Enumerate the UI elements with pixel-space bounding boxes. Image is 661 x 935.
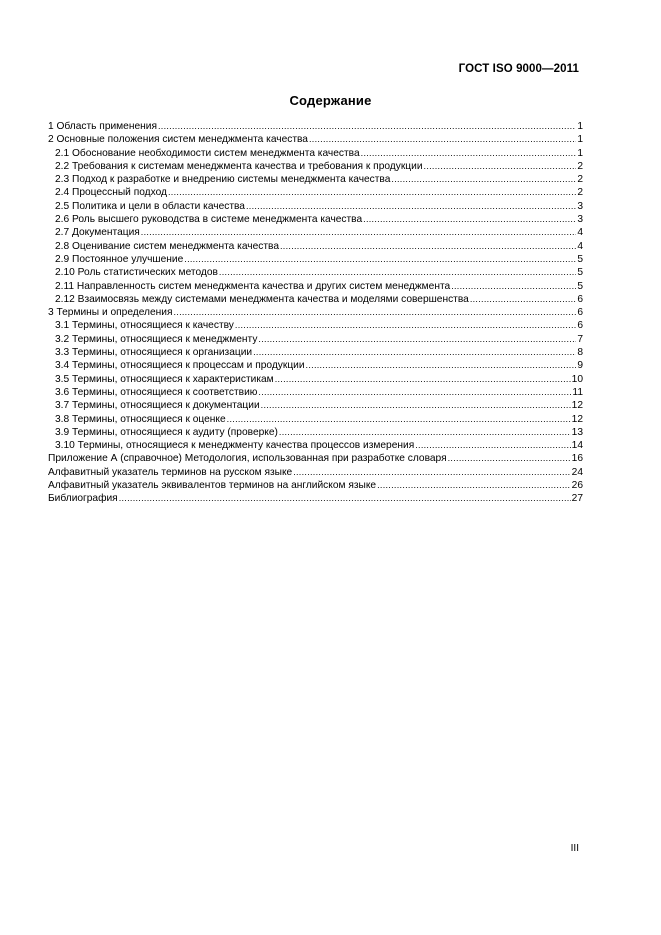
toc-entry[interactable] xyxy=(48,466,583,479)
toc-entry[interactable] xyxy=(48,160,583,173)
toc-entry-page: 4 xyxy=(577,227,583,239)
toc-entry[interactable] xyxy=(48,346,583,359)
toc-entry[interactable] xyxy=(48,373,583,386)
toc-entry-page: 16 xyxy=(571,453,583,465)
toc-entry-page: 6 xyxy=(577,320,583,332)
toc-entry-label: 2.4 Процессный подход xyxy=(55,187,167,199)
toc-dot-leader xyxy=(448,452,571,465)
toc-entry[interactable] xyxy=(48,333,583,346)
toc-dot-leader xyxy=(415,439,570,452)
toc-entry[interactable] xyxy=(48,399,583,412)
toc-entry-page: 5 xyxy=(577,267,583,279)
toc-dot-leader xyxy=(470,293,577,306)
toc-entry[interactable] xyxy=(48,213,583,226)
toc-dot-leader xyxy=(158,120,576,133)
toc-dot-leader xyxy=(391,173,576,186)
toc-title: Содержание xyxy=(289,93,372,108)
toc-dot-leader xyxy=(173,306,576,319)
toc-entry-page: 3 xyxy=(577,214,583,226)
toc-entry-label: 2.12 Взаимосвязь между системами менеджмента качества и моделями совершенства xyxy=(55,293,469,305)
toc-dot-leader xyxy=(279,426,571,439)
toc-dot-leader xyxy=(253,346,576,359)
toc-entry-label: 2.9 Постоянное улучшение xyxy=(55,253,184,265)
page-number: III xyxy=(570,843,579,854)
toc-dot-leader xyxy=(258,386,571,399)
toc-entry-page: 5 xyxy=(577,280,583,292)
toc-entry-page: 11 xyxy=(572,386,583,398)
toc-entry-page: 7 xyxy=(577,333,583,345)
toc-dot-leader xyxy=(275,373,571,386)
toc-dot-leader xyxy=(246,200,576,213)
toc-entry-label: 2.6 Роль высшего руководства в системе менеджмента качества xyxy=(55,214,363,226)
toc-dot-leader xyxy=(377,479,571,492)
document-code: ГОСТ ISO 9000—2011 xyxy=(458,63,579,75)
toc-entry[interactable] xyxy=(48,186,583,199)
toc-entry[interactable] xyxy=(48,266,583,279)
toc-entry-label: 3.9 Термины, относящиеся к аудиту (проверке) xyxy=(55,426,278,438)
toc-entry-page: 12 xyxy=(571,413,583,425)
toc-entry-page: 1 xyxy=(577,147,583,159)
toc-dot-leader xyxy=(361,147,577,160)
toc-entry-label: 2.2 Требования к системам менеджмента качества и требования к продукции xyxy=(55,160,423,172)
toc-entry[interactable] xyxy=(48,226,583,239)
toc-entry-page: 27 xyxy=(571,493,583,505)
toc-entry-page: 2 xyxy=(577,187,583,199)
toc-entry-label: 2.3 Подход к разработке и внедрению системы менеджмента качества xyxy=(55,174,391,186)
toc-dot-leader xyxy=(219,266,576,279)
toc-dot-leader xyxy=(424,160,577,173)
toc-entry-label: 2.5 Политика и цели в области качества xyxy=(55,200,245,212)
toc-entry-page: 13 xyxy=(571,426,583,438)
toc-entry-label: 3.1 Термины, относящиеся к качеству xyxy=(55,320,234,332)
toc-entry[interactable] xyxy=(48,439,583,452)
toc-entry-label: 3 Термины и определения xyxy=(48,307,173,319)
toc-entry-page: 1 xyxy=(577,134,583,146)
toc-entry-label: 1 Область применения xyxy=(48,121,157,132)
toc-entry[interactable] xyxy=(48,426,583,439)
toc-entry-page: 2 xyxy=(577,160,583,172)
toc-entry[interactable] xyxy=(48,479,583,492)
toc-dot-leader xyxy=(227,413,571,426)
toc-entry-label: 2.11 Направленность систем менеджмента качества и других систем менеджмента xyxy=(55,280,451,292)
toc-entry[interactable] xyxy=(48,359,583,372)
toc-entry-label: 2 Основные положения систем менеджмента качества xyxy=(48,134,308,146)
toc-entry-label: 3.5 Термины, относящиеся к характеристикам xyxy=(55,373,274,385)
toc-entry-page: 3 xyxy=(577,200,583,212)
toc-entry[interactable] xyxy=(48,319,583,332)
toc-dot-leader xyxy=(141,226,577,239)
toc-entry[interactable] xyxy=(48,452,583,465)
toc-entry[interactable] xyxy=(48,133,583,146)
toc-dot-leader xyxy=(184,253,576,266)
toc-entry-page: 5 xyxy=(577,253,583,265)
toc-entry-page: 6 xyxy=(577,307,583,319)
toc-entry[interactable] xyxy=(48,293,583,306)
toc-entry-page: 10 xyxy=(571,373,583,385)
toc-entry-page: 2 xyxy=(577,174,583,186)
toc-entry-label: 2.8 Оценивание систем менеджмента качества xyxy=(55,240,279,252)
toc-entry-label: 3.6 Термины, относящиеся к соответствию xyxy=(55,386,258,398)
toc-entry-page: 12 xyxy=(571,400,583,412)
toc-entry-label: 2.1 Обоснование необходимости систем менеджмента качества xyxy=(55,147,360,159)
toc-entry-label: Алфавитный указатель терминов на русском языке xyxy=(48,466,293,478)
toc-entry-label: 3.3 Термины, относящиеся к организации xyxy=(55,347,253,359)
toc-dot-leader xyxy=(280,240,576,253)
toc-entry-label: Библиография xyxy=(48,493,118,505)
toc-entry[interactable] xyxy=(48,253,583,266)
toc-entry-page: 14 xyxy=(571,440,583,452)
toc-dot-leader xyxy=(293,466,570,479)
toc-entry-label: 3.2 Термины, относящиеся к менеджменту xyxy=(55,333,258,345)
toc-entry[interactable] xyxy=(48,147,583,160)
toc-entry-page: 1 xyxy=(577,121,583,132)
toc-entry[interactable] xyxy=(48,173,583,186)
toc-entry[interactable] xyxy=(48,306,583,319)
toc-entry[interactable] xyxy=(48,386,583,399)
toc-entry[interactable] xyxy=(48,120,583,133)
toc-dot-leader xyxy=(119,492,571,505)
toc-dot-leader xyxy=(451,280,576,293)
toc-entry[interactable] xyxy=(48,492,583,505)
toc-entry-label: 2.7 Документация xyxy=(55,227,140,239)
toc-entry-label: 3.4 Термины, относящиеся к процессам и продукции xyxy=(55,360,305,372)
toc-entry-label: 3.8 Термины, относящиеся к оценке xyxy=(55,413,226,425)
toc-entry-page: 26 xyxy=(571,480,583,492)
toc-entry-label: 3.7 Термины, относящиеся к документации xyxy=(55,400,260,412)
toc-dot-leader xyxy=(363,213,576,226)
toc-entry-label: 2.10 Роль статистических методов xyxy=(55,267,218,279)
toc-entry-label: Алфавитный указатель эквивалентов терминов на английском языке xyxy=(48,480,377,492)
toc-dot-leader xyxy=(309,133,576,146)
toc-entry[interactable] xyxy=(48,413,583,426)
toc-entry-page: 9 xyxy=(577,360,583,372)
toc-dot-leader xyxy=(306,359,577,372)
toc-dot-leader xyxy=(235,319,576,332)
table-of-contents xyxy=(48,120,583,506)
toc-entry-label: 3.10 Термины, относящиеся к менеджменту качества процессов измерения xyxy=(55,440,415,452)
toc-entry[interactable] xyxy=(48,240,583,253)
toc-dot-leader xyxy=(168,186,576,199)
toc-entry-page: 24 xyxy=(571,466,583,478)
toc-entry-page: 8 xyxy=(577,347,583,359)
toc-entry-page: 4 xyxy=(577,240,583,252)
toc-dot-leader xyxy=(258,333,576,346)
toc-entry[interactable] xyxy=(48,200,583,213)
toc-dot-leader xyxy=(261,399,571,412)
toc-entry[interactable] xyxy=(48,280,583,293)
toc-entry-label: Приложение А (справочное) Методология, использованная при разработке словаря xyxy=(48,453,447,465)
toc-entry-page: 6 xyxy=(577,293,583,305)
